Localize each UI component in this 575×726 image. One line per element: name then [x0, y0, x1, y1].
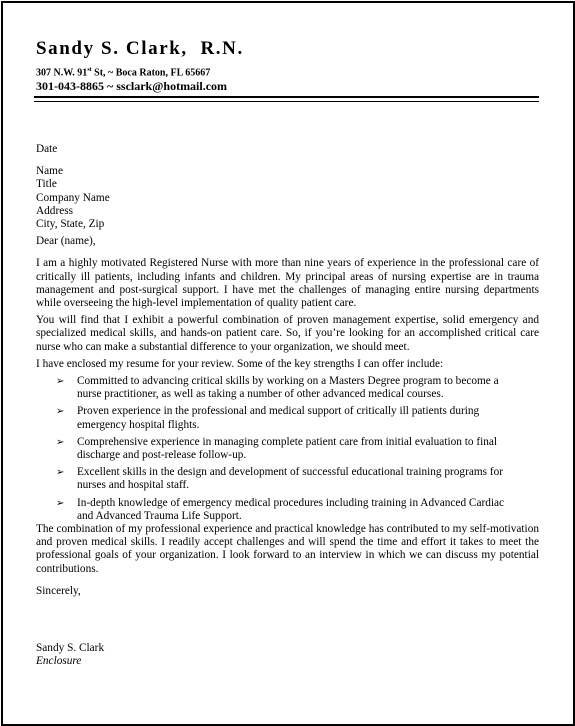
list-item-text: Excellent skills in the design and development of successful educational training programs for nurses and hospital staff.	[77, 466, 504, 492]
sender-name: Sandy S. Clark, R.N.	[36, 38, 244, 59]
arrow-bullet-icon: ➢	[56, 406, 65, 418]
arrow-bullet-icon: ➢	[56, 497, 65, 509]
list-item	[36, 375, 539, 401]
list-item-text: Proven experience in the professional and medical support of critically ill patients during emergency hospital flights.	[77, 405, 480, 431]
paragraph-intro: I am a highly motivated Registered Nurse with more than nine years of experience in the professional care of critically ill patients, including infants and children. My principal areas of nursing expertise are in trauma management and post-surgical support. I have met the challenges of managing entire nursing departments while overseeing the high-level implementation of quality patient care.	[36, 257, 539, 310]
recipient-name: Name	[36, 165, 63, 178]
list-item-text: In-depth knowledge of emergency medical procedures including training in Advanced Cardiac and Advanced Trauma Life Support.	[77, 496, 505, 522]
list-item-text: Committed to advancing critical skills by working on a Masters Degree program to become a nurse practitioner, as well as taking a number of other advanced medical courses.	[77, 375, 499, 401]
address-prefix: 307 N.W. 91	[36, 67, 88, 79]
paragraph-enclosed: I have enclosed my resume for your review. Some of the key strengths I can offer include:	[36, 357, 444, 370]
list-item	[36, 405, 539, 431]
address-ordinal: st	[87, 67, 92, 73]
paragraph-closing: The combination of my professional experience and practical knowledge has contributed to my self-motivation and proven medical skills. I readily accept challenges and will spend the time and effort it takes to meet the professional goals of your organization. I look forward to an interview in which we can discuss my potential contributions.	[36, 523, 539, 575]
date-line: Date	[36, 143, 58, 155]
address-suffix: St, ~ Boca Raton, FL 65667	[91, 67, 211, 79]
strengths-list	[36, 375, 539, 523]
salutation: Dear (name),	[36, 235, 96, 248]
arrow-bullet-icon: ➢	[56, 436, 65, 448]
list-item	[36, 497, 539, 523]
arrow-bullet-icon: ➢	[56, 376, 65, 388]
enclosure-note: Enclosure	[36, 655, 82, 668]
list-item	[36, 436, 539, 462]
letter-body	[36, 143, 539, 669]
recipient-company: Company Name	[36, 191, 110, 204]
header-rule-thin	[34, 101, 539, 102]
header-rule-thick	[34, 96, 539, 98]
arrow-bullet-icon: ➢	[56, 467, 65, 479]
recipient-title: Title	[36, 178, 57, 191]
sender-address	[36, 67, 210, 78]
paragraph-strengths: You will find that I exhibit a powerful combination of proven management expertise, solid emergency and specialized medical skills, and hands-on patient care. So, if you’re looking for an accomplished critical care nurse who can make a substantial difference to your organization, we should meet.	[36, 314, 539, 353]
recipient-city-state-zip: City, State, Zip	[36, 218, 105, 231]
signoff: Sincerely,	[36, 584, 81, 597]
signature-name: Sandy S. Clark	[36, 642, 105, 655]
sender-contact: 301-043-8865 ~ ssclark@hotmail.com	[36, 79, 228, 93]
list-item-text: Comprehensive experience in managing complete patient care from initial evaluation to final discharge and post-release follow-up.	[77, 435, 498, 462]
list-item	[36, 466, 539, 492]
recipient-address: Address	[36, 204, 74, 217]
